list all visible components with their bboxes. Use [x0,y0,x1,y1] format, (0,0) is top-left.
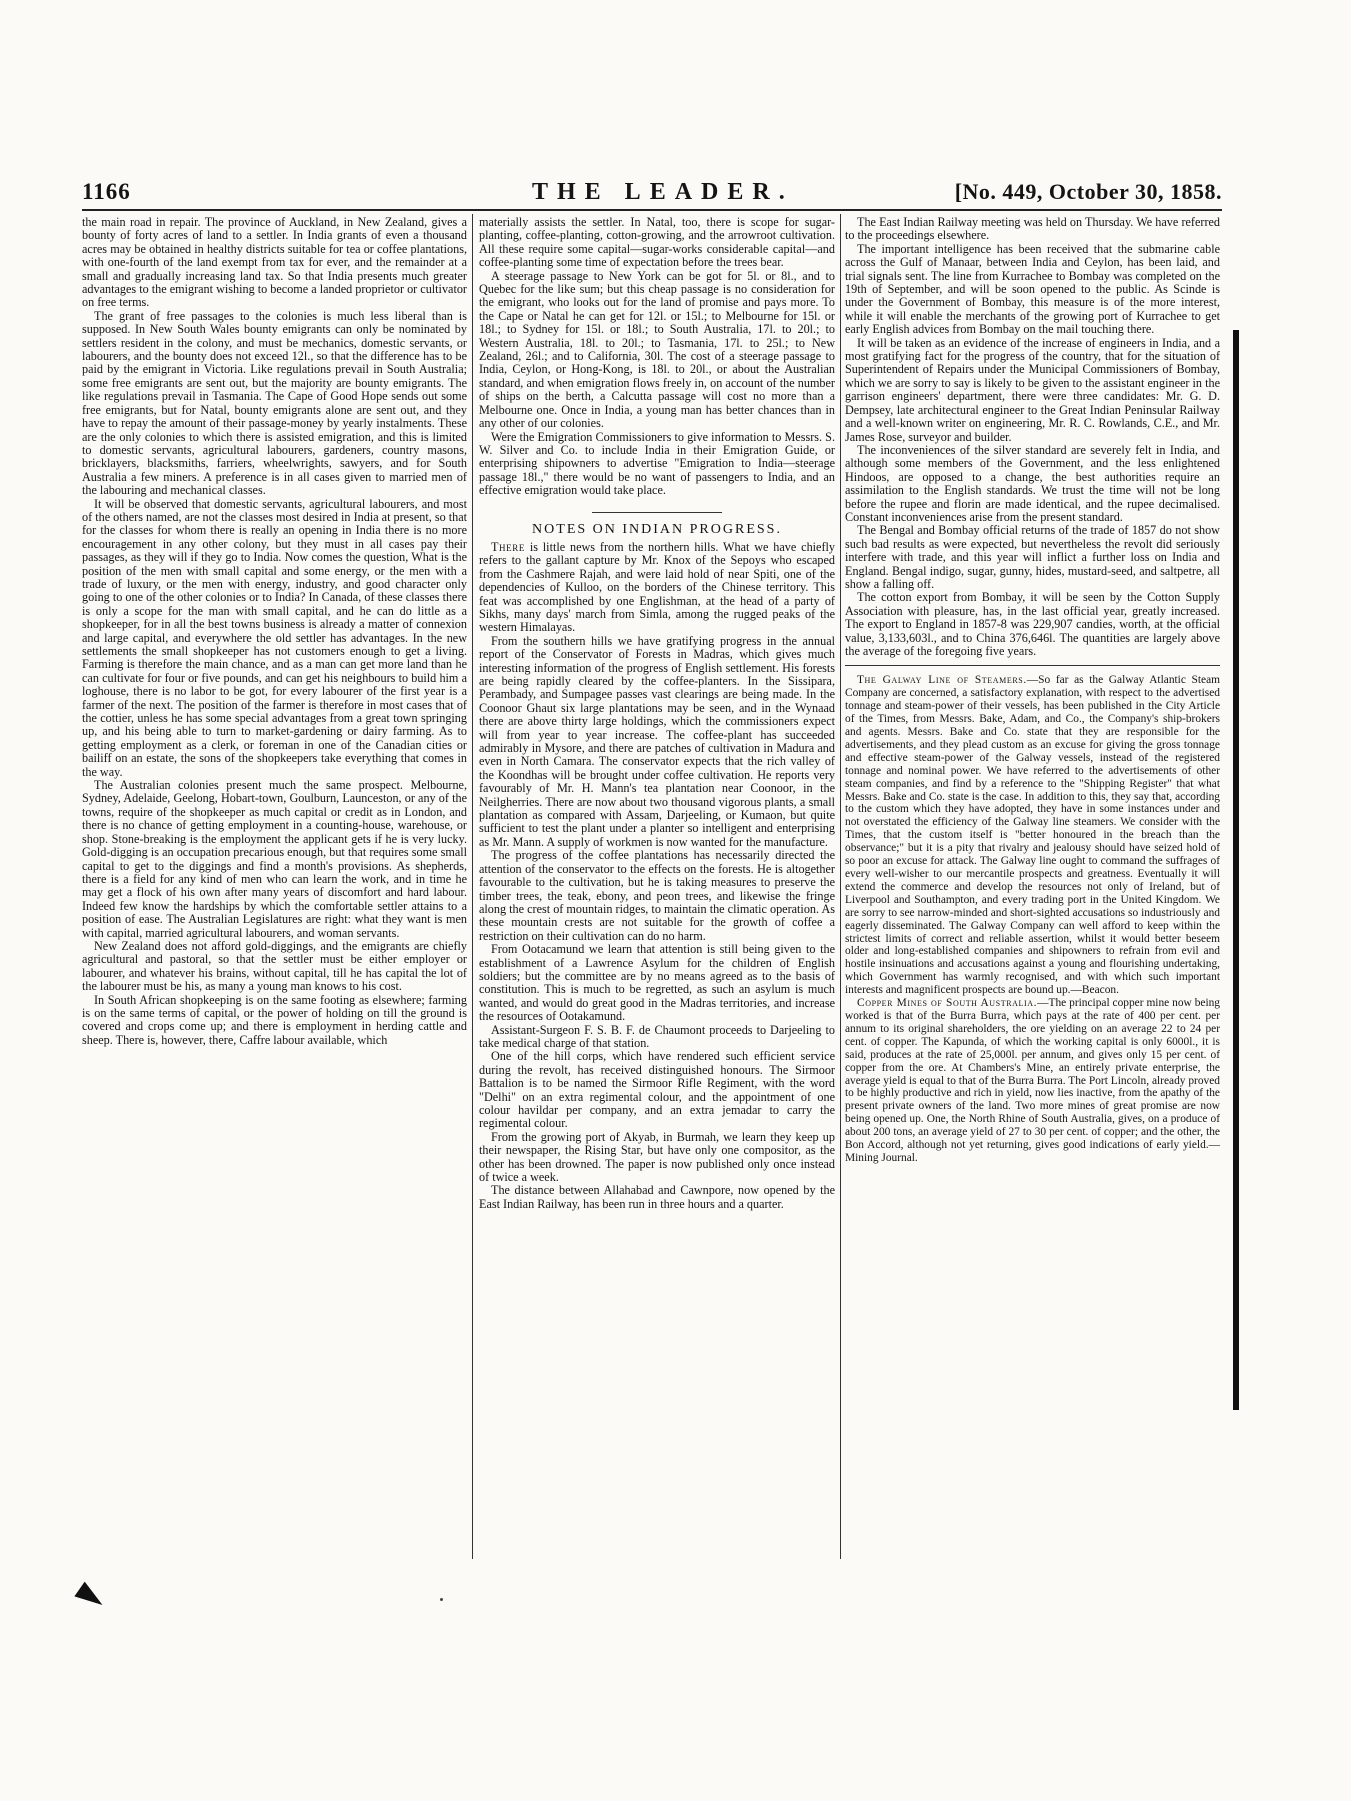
article-paragraph: From Ootacamund we learn that attention is still being given to the establishment of a Lawrence Asylum for the children of English soldiers; but the committee are by no means agreed as to the basis of constitution. This is much to be regretted, as such an asylum is much wanted, and would do great good in the Madras territories, and increase the resources of Ootakamund. [479,942,835,1024]
page-number: 1166 [82,179,131,204]
article-paragraph: A steerage passage to New York can be got for 5l. or 8l., and to Quebec for the like sum; but this cheap passage is no consideration for the emigrant, who looks out for the land of promise and pays more. To the Cape or Natal he can get for 12l. or 15l.; to Melbourne for 15l. or 18l.; to Sydney for 15l. or 18l.; to South Australia, 17l. to 20l.; to Western Australia, 18l. to 20l.; to Tasmania, 17l. to 25l.; to New Zealand, 26l.; and to California, 30l. The cost of a steerage passage to India, Ceylon, or Hong-Kong, is 18l. to 20l., or about the Australian standard, and when emigration flows freely in, on account of the number of ships on the berth, a Calcutta passage will cost no more than a Melbourne one. Once in India, a young man has better chances than in any other of our colonies. [479,268,835,431]
article-paragraph: The inconveniences of the silver standard are severely felt in India, and although some members of the Government, and the less enlightened Hindoos, are opposed to a change, the best authorities require an assimilation to the English standards. We trust the time will not be long before the rupee and florin are made identical, and the rupee decimalised. Constant inconveniences arise from the present standard. [845,442,1220,524]
galway-heading: The Galway Line of Steamers. [857,674,1027,687]
column-1 [82,216,467,1561]
article-paragraph: The East Indian Railway meeting was held on Thursday. We have referred to the proceedings elsewhere. [845,216,1220,243]
section-divider [592,512,722,513]
article-paragraph: In South African shopkeeping is on the same footing as elsewhere; farming is on the same terms of capital, or the power of holding on till the ground is covered and crops come up; and there is employment in herding cattle and sheep. There is, however, there, Caffre labour available, which [82,992,467,1047]
article-paragraph: From the growing port of Akyab, in Burmah, we learn they keep up their newspaper, the Rising Star, but have only one compositor, as the other has been drowned. The paper is now published only once instead of twice a week. [479,1129,835,1185]
lead-word: There [491,539,525,554]
article-paragraph: New Zealand does not afford gold-diggings, and the emigrants are chiefly agricultural and pastoral, so that the settler must be either employer or labourer, and whatever his brains, without capital, till he has capital the lot of the labourer must be his, as many a young man knows to his cost. [82,938,467,994]
article-paragraph: The important intelligence has been received that the submarine cable across the Gulf of Manaar, between India and Ceylon, has been laid, and trial signals sent. The line from Kurrachee to Bombay was completed on the 19th of September, and will be soon opened to the public. As Scinde is under the Government of Bombay, this measure is of the more interest, while it will enable the merchants of the growing port of Kurrachee to get early English advices from Bombay on the mail touching there. [845,241,1220,337]
article-paragraph: It will be taken as an evidence of the increase of engineers in India, and a most gratifying fact for the progress of the country, that for the situation of Superintendent of Repairs under the Municipal Commissioners of Bombay, which we are sorry to say is likely to be given to the assistant engineer in the garrison engineers' department, there were three candidates: Mr. G. D. Dempsey, late architectural engineer to the Great Indian Peninsular Railway and a well-known writer on engineering, Mr. R. C. Rowlands, C.E., and Mr. James Rose, surveyor and builder. [845,335,1220,444]
binding-shadow [1233,330,1239,1410]
ink-speck [440,1598,443,1601]
article-paragraph: The Australian colonies present much the same prospect. Melbourne, Sydney, Adelaide, Geelong, Hobart-town, Goulburn, Launceston, or any of the towns, require of the shopkeeper as much capital or credit as in London, and there is no chance of getting employment in a counting-house, warehouse, or shop. Stone-breaking is the employment the applicant gets if he is very lucky. Gold-digging is an occupation precarious enough, but that requires some small capital to get to the diggings and find a month's provisions. As shepherds, there is a field for any kind of men who can learn the work, and in time he may get a flock of his own after many years of discomfort and hard labour. Indeed few know the hardships by which the comfortable settler attains to a position of ease. The Australian Legislatures are right: what they want is men with capital, married agricultural labourers, and woman servants. [82,778,467,940]
column-2 [479,216,835,1561]
section-heading: NOTES ON INDIAN PROGRESS. [532,521,782,537]
copper-heading: Copper Mines of South Australia. [857,997,1038,1010]
article-paragraph: Were the Emigration Commissioners to give information to Messrs. S. W. Silver and Co. to include India in their Emigration Guide, or enterprising shipowners to advertise "Emigration to India—steerage passage 18l.," there would be no want of passengers to India, and an effective emigration would take place. [479,429,835,498]
article-paragraph: the main road in repair. The province of Auckland, in New Zealand, gives a bounty of forty acres of land to a settler. In India grants of even a thousand acres may be obtained in healthy districts suitable for tea or coffee plantations, with one-fourth of the land exempt from tax for ever, and the remainder at a small and gradually increasing land tax. So that India presents much greater advantages to the emigrant wishing to become a landed proprietor or cultivator on free terms. [82,216,467,310]
article-paragraph: The distance between Allahabad and Cawnpore, now opened by the East Indian Railway, has been run in three hours and a quarter. [479,1183,835,1211]
article-paragraph: Assistant-Surgeon F. S. B. F. de Chaumont proceeds to Darjeeling to take medical charge of that station. [479,1022,835,1050]
article-paragraph [479,541,835,635]
article-paragraph: The cotton export from Bombay, it will be seen by the Cotton Supply Association with pleasure, has, in the last official year, greatly increased. The export to England in 1857-8 was 229,907 candies, worth, at the official value, 3,133,603l., and to China 376,646l. The quantities are largely above the average of the foregoing five years. [845,590,1220,658]
column-3 [845,216,1220,1561]
masthead [82,179,1222,209]
article-paragraph: The Bengal and Bombay official returns of the trade of 1857 do not show such bad results as were expected, but nevertheless the revolt did seriously interfere with trade, and this year will inflict a further loss on India and England. Bengal indigo, sugar, gunny, hides, mustard-seed, and saltpetre, all show a falling off. [845,523,1220,591]
lead-text: is little news from the northern hills. What we have chiefly refers to the gallant capture by Mr. Knox of the Sepoys who escaped from the Cashmere Rajah, and were laid hold of near Spiti, one of the dependencies of Kulloo, on the borders of the Chinese territory. This feat was accomplished by one Englishman, at the head of a party of Sikhs, many days' march from Simla, among the rugged peaks of the western Himalayas. [479,539,835,635]
section-divider [845,665,1220,666]
article-paragraph: From the southern hills we have gratifying progress in the annual report of the Conservator of Forests in Madras, which gives much interesting information of the progress of English settlement. His forests are being rapidly cleared by the coffee-planters. In the Sissipara, Perambady, and Sumpagee passes vast clearings are being made. In the Coonoor Ghaut six large plantations may be seen, and in the Wynaad there are above thirty large holdings, which the commissioners expect will from year to year increase. The coffee-plant has succeeded admirably in Mysore, and there are patches of cultivation in Madura and even in North Camara. The conservator expects that the rich valley of the Koondhas will be brought under coffee cultivation. He reports very favourably of Mr. H. Mann's tea plantation near Coonoor, in the Neilgherries. There are now about two thousand vigorous plants, a small plantation as compared with Assam, Darjeeling, or Kumaon, but quite sufficient to test the plant under a planter so intelligent and enterprising as Mr. Mann. A supply of workmen is now wanted for the manufacture. [479,633,835,849]
newspaper-title: THE LEADER. [532,179,794,205]
column-divider [472,214,473,1559]
article-paragraph: materially assists the settler. In Natal, too, there is scope for sugar-planting, coffee-planting, cotton-growing, and the arrowroot cultivation. All these require some capital—sugar-works considerable capital—and coffee-planting some time of expectation before the trees bear. [479,216,835,270]
article-paragraph: The progress of the coffee plantations has necessarily directed the attention of the conservator to the effects on the forests. He is altogether favourable to the cultivation, but he is taking measures to preserve the timber trees, the teak, ebony, and peon trees, and likewise the fringe along the crest of mountain ridges, to maintain the climatic operation. As these mountain crests are not suitable for the growth of coffee a restriction on their cultivation can do no harm. [479,848,835,943]
article-paragraph [845,674,1220,997]
galway-text: —So far as the Galway Atlantic Steam Company are concerned, a satisfactory explanation, with respect to the advertised tonnage and steam-power of their vessels, has been published in the City Article of the Times, from Messrs. Bake, Adam, and Co., the Company's ship-brokers and agents. Messrs. Bake and Co. state that they are responsible for the advertisements, and they plead custom as an excuse for giving the gross tonnage and effective steam-power of the Galway vessels, instead of the registered tonnage and nominal power. We have referred to the advertisements of other steam companies, and find by a reference to the "Shipping Register" that what Messrs. Bake and Co. state is the case. In addition to this, they say that, according to the custom which they have adopted, they have in some instances under and not overstated the efficiency of the Galway line steamers. We consider with the Times, that the custom itself is "better honoured in the breach than the observance;" but it is a pity that rivalry and jealousy should have seized hold of so poor an excuse for attack. The Galway line ought to command the suffrages of every well-wisher to our mercantile prospects and greatness. Eventually it will extend the commerce and develop the resources not only of Ireland, but of Liverpool and Southampton, and every trading port in the United Kingdom. We are sorry to see narrow-minded and short-sighted accusations so industriously and eagerly disseminated. The Galway Company can well afford to keep within the strictest limits of correct and reliable assertion, whilst it would better beseem older and long-established companies and shipowners to refrain from evil and hostile insinuations and accusations against a young and flourishing undertaking, which Government has warmly recognised, and with which such important interests and magnificent prospects are bound up.—Beacon. [845,674,1220,997]
article-paragraph: One of the hill corps, which have rendered such efficient service during the revolt, has received distinguished honours. The Sirmoor Battalion is to be named the Sirmoor Rifle Regiment, with the word "Delhi" on an extra regimental colour, and the appointment of one colour havildar per company, and an extra jemadar to carry the regimental colour. [479,1049,835,1131]
article-paragraph [845,997,1220,1165]
issue-date: [No. 449, October 30, 1858. [954,179,1222,204]
arrow-mark-icon [74,1582,107,1613]
copper-text: —The principal copper mine now being worked is that of the Burra Burra, which pays at the rate of 400 per cent. per annum to its original shareholders, the ore yielding on an average 22 to 24 per cent. of copper. The Kapunda, of which the working capital is only 6000l., it is said, produces at the rate of 25,000l. per annum, and gives only 15 per cent. of copper from the ore. At Chambers's Mine, an entirely private enterprise, the average yield is equal to that of the Burra Burra. The Port Lincoln, already proved to be highly productive and rich in yield, now lies inactive, from the apathy of the present private owners of the land. Two more mines of great promise are now being opened up. One, the North Rhine of South Australia, gives, on a produce of about 200 tons, an average yield of 27 to 30 per cent. of copper; and the other, the Bon Accord, although not yet returning, gives good indications of early yield.—Mining Journal. [845,997,1220,1164]
column-divider [840,214,841,1559]
article-paragraph: It will be observed that domestic servants, agricultural labourers, and most of the others named, are not the classes most desired in India at present, so that for the classes for whom there is really an opening in India there is no more encouragement in any other colony, but they must in all cases pay their passages, as they will if they go to India. Now comes the question, What is the position of the men with small capital and some energy, or the men with a trade of luxury, or the men with energy, industry, and good character only going to one of the other colonies or to India? In Canada, of these classes there is only a scope for the man with small capital, and he can do little as a shopkeeper, for in all the best towns business is already a matter of connexion and large capital, and everywhere the old settler has advantages. In the new settlements the small shopkeeper has not customers enough to get a living. Farming is therefore the main chance, and as a man can get more land than he can cultivate for four or five pounds, and can get his neighbours to build him a loghouse, there is no labor to be got, for every labourer of the first year is a farmer of the next. The position of the farmer is therefore in most cases that of the cottier, unless he has some special advantages from a great town springing up, and his being able to turn to market-gardening or dairy farming. As to getting employment as a clerk, or foreman in one of the Canadian cities or bailiff on an estate, the sons of the shopkeepers take everything that comes in the way. [82,496,467,779]
article-paragraph: The grant of free passages to the colonies is much less liberal than is supposed. In New South Wales bounty emigrants can only be nominated by settlers resident in the colony, and must be mechanics, domestic servants, or labourers, and the bounty does not exceed 12l., so that the difference has to be paid by the emigrant in Victoria. Like regulations prevail in South Australia; some free emigrants are sent out, but the majority are bounty emigrants. The like regulations prevail in Tasmania. The Cape of Good Hope sends out some free emigrants, but for Natal, bounty emigrants alone are sent out, and they have to repay the amount of their passage-money by yearly instalments. These are the only colonies to which there is assisted emigration, and this is limited to domestic servants, agricultural labourers, gardeners, country masons, bricklayers, blacksmiths, farriers, wheelwrights, sawyers, and for South Australia a few miners. A preference is in all cases given to married men of the labouring and mechanical classes. [82,308,467,498]
masthead-rule [82,209,1222,211]
